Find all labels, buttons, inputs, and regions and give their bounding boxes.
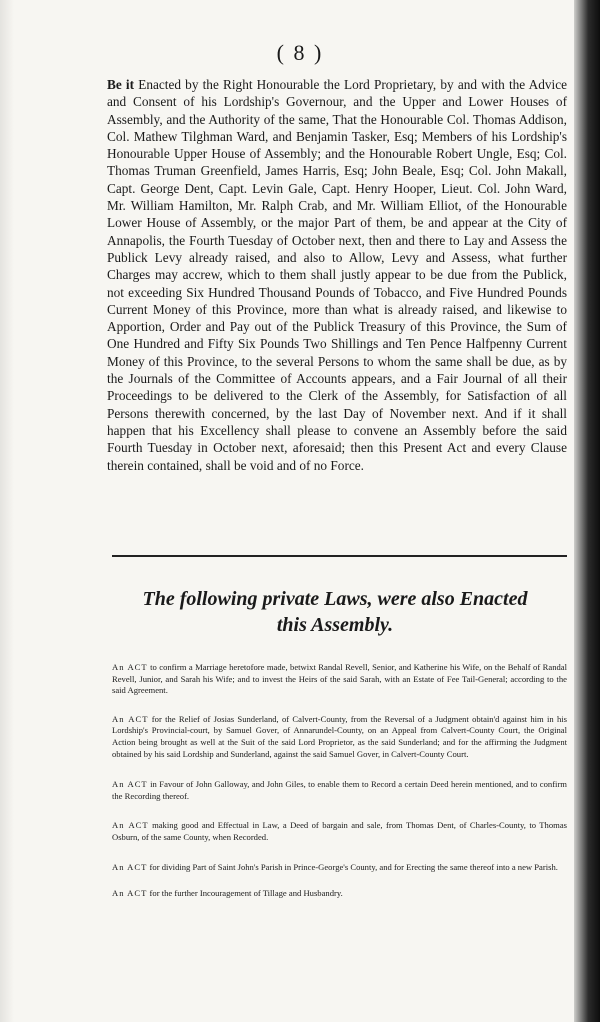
act-text: for the Relief of Josias Sunderland, of Calvert-County, from the Reversal of a Judgment obtain'd against him in his Lordship's Provincial-court, by Samuel Gover, of Annarundel-County, on an Appeal from Calvert-County Court, the Original Action being brought as well at the Suit of the said Lord Proprietor, as the said Sunderland; and for the affirming the Judgment obtained by his said Lordship and Sunderland, against the said Samuel Gover, in Calvert-County Court. xyxy=(112,713,567,759)
enactment-lead: Be it xyxy=(107,77,135,92)
section-divider xyxy=(112,555,567,557)
act-item xyxy=(112,714,567,760)
act-text: for dividing Part of Saint John's Parish in Prince-George's County, and for Erecting the same thereof into a new Parish. xyxy=(149,861,558,872)
page-number: ( 8 ) xyxy=(276,40,324,65)
act-lead: An ACT xyxy=(112,779,148,790)
book-spine-shadow xyxy=(574,0,600,1022)
act-text: for the further Incouragement of Tillage and Husbandry. xyxy=(149,888,343,899)
act-item xyxy=(112,662,567,697)
act-item xyxy=(112,862,567,874)
act-item xyxy=(112,888,567,900)
act-lead: An ACT xyxy=(112,713,149,724)
private-acts-list xyxy=(112,662,567,915)
enactment-paragraph xyxy=(107,76,567,474)
act-lead: An ACT xyxy=(112,888,148,899)
act-item xyxy=(112,820,567,843)
act-item xyxy=(112,779,567,802)
act-text: in Favour of John Galloway, and John Giles, to enable them to Record a certain Deed herein mentioned, and to confirm the Recording thereof. xyxy=(112,779,567,801)
act-lead: An ACT xyxy=(112,820,149,831)
act-text: making good and Effectual in Law, a Deed of bargain and sale, from Thomas Dent, of Charles-County, to Thomas Osburn, of the same County, when Recorded. xyxy=(112,820,567,842)
act-lead: An ACT xyxy=(112,861,148,872)
act-lead: An ACT xyxy=(112,662,148,672)
section-heading-line-2: this Assembly. xyxy=(276,614,394,636)
enactment-text: Enacted by the Right Honourable the Lord Proprietary, by and with the Advice and Consent of his Lordship's Governour, and the Upper and Lower Houses of Assembly, and the Authority of the same, That the Honourable Col. Thomas Addison, Col. Mathew Tilghman Ward, and Benjamin Tasker, Esq; Members of his Lordship's Honourable Upper House of Assembly; and the Honourable Robert Ungle, Esq; Col. Thomas Truman Greenfield, James Harris, Esq; John Beale, Esq; Col. John Makall, Capt. George Dent, Capt. Levin Gale, Capt. Henry Hooper, Lieut. Col. John Ward, Mr. William Hamilton, Mr. Ralph Crab, and Mr. William Elliot, of the Honourable Lower House of Assembly, or the major Part of them, be and appear at the City of Annapolis, the Fourth Tuesday of October next, then and there to Lay and Assess the Publick Levy already raised, and also to Allow, Levy and Assess, what further Charges may accrew, which to them shall justly appear to be due from the Publick, not exceeding Six Hundred Thousand Pounds of Tobacco, and Five Hundred Pounds Current Money of this Province, more than what is already raised, and likewise to Apportion, Order and Pay out of the Publick Treasury of this Province, the Sum of One Hundred and Fifty Six Pounds Two Shillings and Ten Pence Halfpenny Current Money of this Province, to the several Persons to whom the same shall be due, as by the Journals of the Committee of Accounts appears, and a Fair Journal of all their Proceedings to be delivered to the Clerk of the Assembly, for Satisfaction of all Persons therewith concerned, by the last Day of November next. And if it shall happen that his Excellency shall please to convene an Assembly before the said Fourth Tuesday in October next, aforesaid; then this Present Act and every Clause therein contained, shall be void and of no Force. xyxy=(107,77,568,473)
section-heading xyxy=(100,586,570,638)
section-heading-line-1: The following private Laws, were also Enacted xyxy=(142,588,528,610)
page-left-edge xyxy=(0,0,14,1022)
act-text: to confirm a Marriage heretofore made, betwixt Randal Revell, Senior, and Katherine his Wife, on the Behalf of Randal Revell, Junior, and Sarah his Wife; and to invest the Heirs of the said Sarah, with an Estate of Fee Tail-General; according to the said Agreement. xyxy=(112,662,567,696)
